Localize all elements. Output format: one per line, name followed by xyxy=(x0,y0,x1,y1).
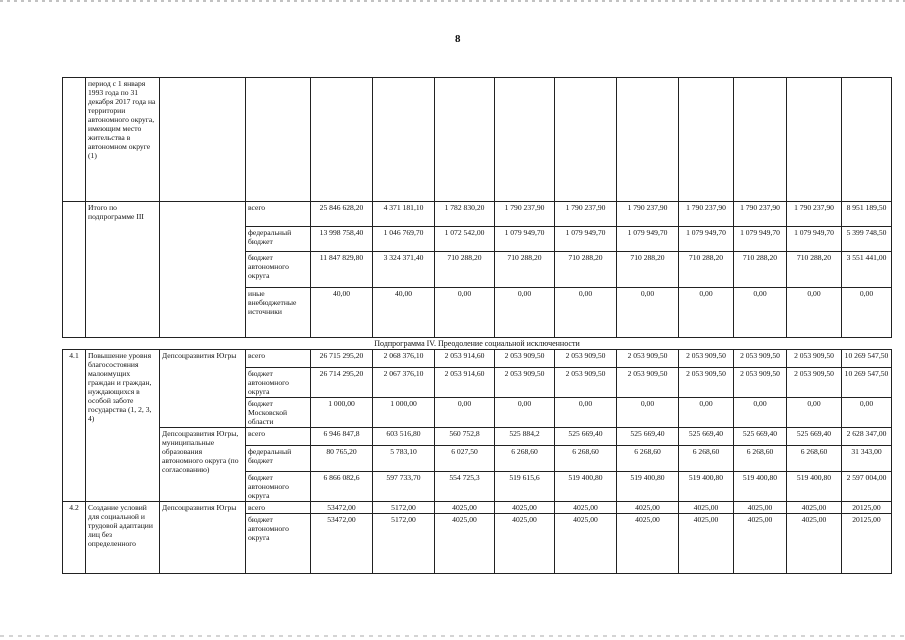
value-cell: 2 053 909,50 xyxy=(787,350,842,368)
value-cell: 2 053 909,50 xyxy=(555,368,617,398)
value-cell: 4 371 181,10 xyxy=(373,202,435,227)
value-cell: 710 288,20 xyxy=(435,252,495,288)
value-cell: 0,00 xyxy=(555,398,617,428)
value-cell: 1 079 949,70 xyxy=(495,227,555,252)
table-row xyxy=(63,202,892,227)
value-cell: 597 733,70 xyxy=(373,472,435,502)
executor-cell xyxy=(160,202,246,338)
budget-table xyxy=(62,77,892,574)
value-cell: 4025,00 xyxy=(435,502,495,514)
value-cell: 40,00 xyxy=(373,288,435,338)
value-cell: 6 946 847,8 xyxy=(311,428,373,446)
source-cell: бюджет Московской области xyxy=(246,398,311,428)
value-cell: 1 079 949,70 xyxy=(679,227,734,252)
value-cell: 0,00 xyxy=(842,288,892,338)
value-cell: 2 053 909,50 xyxy=(555,350,617,368)
value-cell: 20125,00 xyxy=(842,514,892,574)
value-cell: 4025,00 xyxy=(617,514,679,574)
value-cell: 4025,00 xyxy=(495,502,555,514)
value-cell: 0,00 xyxy=(734,288,787,338)
value-cell: 0,00 xyxy=(435,398,495,428)
source-cell: бюджет автономного округа xyxy=(246,514,311,574)
value-cell: 4025,00 xyxy=(787,502,842,514)
value-cell: 25 846 628,20 xyxy=(311,202,373,227)
value-cell: 2 597 004,00 xyxy=(842,472,892,502)
value-cell: 11 847 829,80 xyxy=(311,252,373,288)
value-cell: 560 752,8 xyxy=(435,428,495,446)
value-cell: 1 079 949,70 xyxy=(555,227,617,252)
value-cell: 1 079 949,70 xyxy=(617,227,679,252)
value-cell: 4025,00 xyxy=(787,514,842,574)
value-cell: 0,00 xyxy=(734,398,787,428)
value-cell: 4025,00 xyxy=(495,514,555,574)
value-cell: 40,00 xyxy=(311,288,373,338)
value-cell: 2 053 914,60 xyxy=(435,368,495,398)
value-cell: 2 053 909,50 xyxy=(495,350,555,368)
value-cell: 4025,00 xyxy=(734,514,787,574)
value-cell: 6 268,60 xyxy=(787,446,842,472)
value-cell: 26 714 295,20 xyxy=(311,368,373,398)
value-cell: 0,00 xyxy=(679,398,734,428)
value-cell: 525 669,40 xyxy=(617,428,679,446)
value-cell: 2 628 347,00 xyxy=(842,428,892,446)
value-cell: 1 790 237,90 xyxy=(617,202,679,227)
executor-cell: Депсоцразвития Югры xyxy=(160,350,246,428)
value-cell: 26 715 295,20 xyxy=(311,350,373,368)
scan-edge-top xyxy=(0,0,905,2)
source-cell: федеральный бюджет xyxy=(246,227,311,252)
scan-edge-bottom xyxy=(0,635,905,637)
num-cell xyxy=(63,202,86,338)
num-cell: 4.1 xyxy=(63,350,86,502)
value-cell: 2 053 914,60 xyxy=(435,350,495,368)
source-cell: бюджет автономного округа xyxy=(246,252,311,288)
value-cell: 0,00 xyxy=(842,398,892,428)
name-cell: Создание условий для социальной и трудовой адаптации лиц без определенного xyxy=(86,502,160,574)
subprogram-title: Подпрограмма IV. Преодоление социальной исключенности xyxy=(63,338,892,350)
value-cell: 710 288,20 xyxy=(495,252,555,288)
name-cell: период с 1 января 1993 года по 31 декабря 2017 года на территории автономного округа, имеющим место жительства в автономном округе (1) xyxy=(86,78,160,202)
value-cell: 525 669,40 xyxy=(555,428,617,446)
value-cell: 6 268,60 xyxy=(495,446,555,472)
num-cell xyxy=(63,78,86,202)
value-cell: 31 343,00 xyxy=(842,446,892,472)
value-cell: 0,00 xyxy=(679,288,734,338)
value-cell: 519 400,80 xyxy=(679,472,734,502)
value-cell: 1 790 237,90 xyxy=(787,202,842,227)
value-cell: 710 288,20 xyxy=(787,252,842,288)
value-cell: 80 765,20 xyxy=(311,446,373,472)
value-cell: 525 884,2 xyxy=(495,428,555,446)
value-cell: 5172,00 xyxy=(373,514,435,574)
value-cell: 554 725,3 xyxy=(435,472,495,502)
value-cell: 525 669,40 xyxy=(679,428,734,446)
row-intro xyxy=(63,78,892,202)
value-cell: 2 053 909,50 xyxy=(679,350,734,368)
value-cell: 0,00 xyxy=(617,398,679,428)
table-row xyxy=(63,502,892,514)
table-row xyxy=(63,428,892,446)
value-cell: 519 400,80 xyxy=(787,472,842,502)
source-cell: иные внебюджетные источники xyxy=(246,288,311,338)
value-cell: 519 400,80 xyxy=(734,472,787,502)
source-cell: всего xyxy=(246,202,311,227)
value-cell: 0,00 xyxy=(787,288,842,338)
value-cell: 4025,00 xyxy=(555,502,617,514)
value-cell: 710 288,20 xyxy=(617,252,679,288)
value-cell: 1 072 542,00 xyxy=(435,227,495,252)
value-cell: 6 866 082,6 xyxy=(311,472,373,502)
name-cell: Повышение уровня благосостояния малоимущих граждан и граждан, нуждающихся в особой заботе государства (1, 2, 3, 4) xyxy=(86,350,160,502)
value-cell: 20125,00 xyxy=(842,502,892,514)
value-cell: 53472,00 xyxy=(311,502,373,514)
value-cell: 6 268,60 xyxy=(617,446,679,472)
value-cell: 4025,00 xyxy=(679,514,734,574)
value-cell: 1 782 830,20 xyxy=(435,202,495,227)
value-cell: 0,00 xyxy=(435,288,495,338)
value-cell: 4025,00 xyxy=(435,514,495,574)
value-cell: 4025,00 xyxy=(734,502,787,514)
value-cell: 2 067 376,10 xyxy=(373,368,435,398)
value-cell: 2 053 909,50 xyxy=(734,350,787,368)
value-cell: 6 268,60 xyxy=(734,446,787,472)
source-cell: всего xyxy=(246,428,311,446)
source-cell: бюджет автономного округа xyxy=(246,472,311,502)
value-cell: 1 790 237,90 xyxy=(495,202,555,227)
value-cell: 710 288,20 xyxy=(679,252,734,288)
value-cell: 519 400,80 xyxy=(555,472,617,502)
value-cell: 5172,00 xyxy=(373,502,435,514)
value-cell: 0,00 xyxy=(495,398,555,428)
value-cell: 2 053 909,50 xyxy=(495,368,555,398)
value-cell: 0,00 xyxy=(787,398,842,428)
name-cell: Итого по подпрограмме III xyxy=(86,202,160,338)
value-cell: 0,00 xyxy=(555,288,617,338)
value-cell: 53472,00 xyxy=(311,514,373,574)
value-cell: 1 790 237,90 xyxy=(679,202,734,227)
value-cell: 1 000,00 xyxy=(311,398,373,428)
value-cell: 710 288,20 xyxy=(555,252,617,288)
value-cell: 2 053 909,50 xyxy=(617,368,679,398)
value-cell: 525 669,40 xyxy=(787,428,842,446)
value-cell: 4025,00 xyxy=(679,502,734,514)
value-cell: 5 783,10 xyxy=(373,446,435,472)
source-cell: всего xyxy=(246,502,311,514)
value-cell: 603 516,80 xyxy=(373,428,435,446)
source-cell: бюджет автономного округа xyxy=(246,368,311,398)
page-number: 8 xyxy=(455,33,461,45)
source-cell: федеральный бюджет xyxy=(246,446,311,472)
value-cell: 1 079 949,70 xyxy=(787,227,842,252)
value-cell: 1 790 237,90 xyxy=(555,202,617,227)
value-cell: 8 951 189,50 xyxy=(842,202,892,227)
executor-cell: Депсоцразвития Югры, муниципальные образования автономного округа (по согласованию) xyxy=(160,428,246,502)
value-cell: 2 053 909,50 xyxy=(617,350,679,368)
value-cell: 6 268,60 xyxy=(679,446,734,472)
value-cell: 0,00 xyxy=(617,288,679,338)
num-cell: 4.2 xyxy=(63,502,86,574)
value-cell: 6 027,50 xyxy=(435,446,495,472)
value-cell: 1 000,00 xyxy=(373,398,435,428)
value-cell: 4025,00 xyxy=(555,514,617,574)
value-cell: 525 669,40 xyxy=(734,428,787,446)
value-cell: 0,00 xyxy=(495,288,555,338)
value-cell: 10 269 547,50 xyxy=(842,350,892,368)
value-cell: 2 068 376,10 xyxy=(373,350,435,368)
table-row xyxy=(63,350,892,368)
value-cell: 1 079 949,70 xyxy=(734,227,787,252)
value-cell: 13 998 758,40 xyxy=(311,227,373,252)
subprogram-header-row xyxy=(63,338,892,350)
value-cell: 10 269 547,50 xyxy=(842,368,892,398)
value-cell: 4025,00 xyxy=(617,502,679,514)
source-cell: всего xyxy=(246,350,311,368)
value-cell: 1 790 237,90 xyxy=(734,202,787,227)
value-cell: 2 053 909,50 xyxy=(734,368,787,398)
value-cell: 710 288,20 xyxy=(734,252,787,288)
value-cell: 519 400,80 xyxy=(617,472,679,502)
value-cell: 6 268,60 xyxy=(555,446,617,472)
value-cell: 2 053 909,50 xyxy=(787,368,842,398)
value-cell: 519 615,6 xyxy=(495,472,555,502)
value-cell: 3 551 441,00 xyxy=(842,252,892,288)
executor-cell: Депсоцразвития Югры xyxy=(160,502,246,574)
value-cell: 2 053 909,50 xyxy=(679,368,734,398)
value-cell: 1 046 769,70 xyxy=(373,227,435,252)
value-cell: 5 399 748,50 xyxy=(842,227,892,252)
value-cell: 3 324 371,40 xyxy=(373,252,435,288)
